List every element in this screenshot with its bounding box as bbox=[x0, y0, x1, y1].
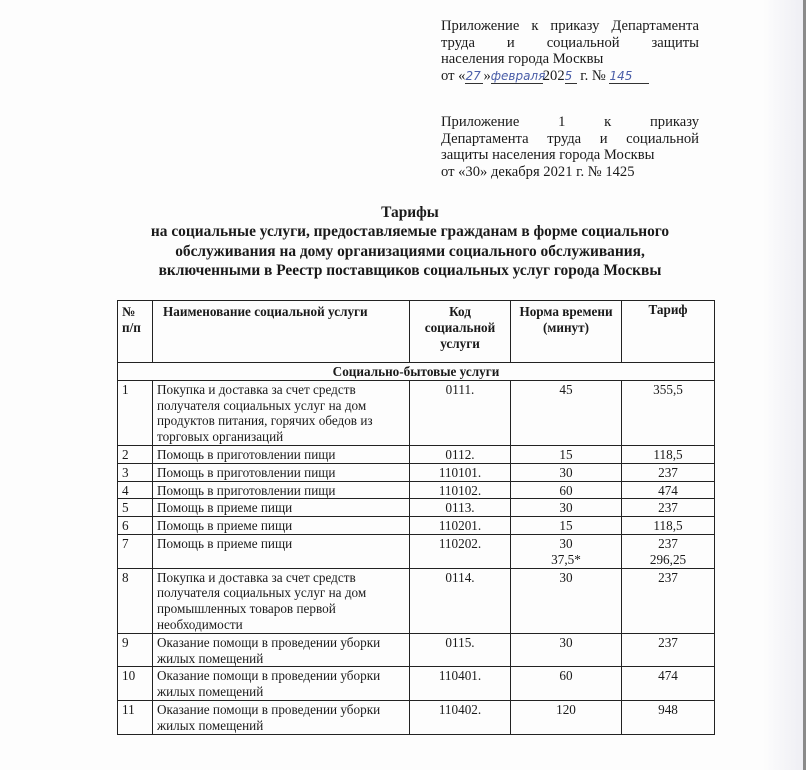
row-norm-value: 45 bbox=[559, 381, 573, 397]
row-norm-value: 60 bbox=[559, 482, 573, 498]
row-norm bbox=[511, 700, 622, 734]
row-norm bbox=[511, 463, 622, 481]
row-name bbox=[153, 380, 410, 445]
row-norm bbox=[511, 633, 622, 667]
row-name bbox=[153, 481, 410, 499]
row-num-value: 7 bbox=[122, 535, 129, 551]
row-tariff-value: 355,5 bbox=[653, 381, 683, 397]
row-num-value: 10 bbox=[122, 668, 136, 684]
row-code-value: 0112. bbox=[445, 446, 475, 462]
row-num-value: 9 bbox=[122, 634, 129, 650]
row-tariff-value: 118,5 bbox=[653, 518, 683, 534]
handwritten-year-digit: 5 bbox=[565, 69, 577, 84]
date-year-prefix: 202 bbox=[542, 67, 565, 84]
row-norm bbox=[511, 481, 622, 499]
row-name-value: Оказание помощи в проведении уборки жилых помещений bbox=[157, 634, 381, 666]
row-num bbox=[118, 700, 153, 734]
row-tariff-value: 237 bbox=[658, 535, 678, 551]
row-tariff bbox=[622, 633, 715, 667]
row-norm bbox=[511, 534, 622, 568]
row-num bbox=[118, 568, 153, 633]
row-code bbox=[410, 463, 511, 481]
row-name-value: Помощь в приготовлении пищи bbox=[157, 464, 336, 480]
row-num-value: 1 bbox=[122, 381, 129, 397]
row-num-value: 4 bbox=[122, 482, 129, 498]
date-mid: » bbox=[483, 67, 491, 84]
table-row bbox=[118, 633, 715, 667]
row-name-value: Помощь в приготовлении пищи bbox=[157, 482, 336, 498]
row-num-value: 8 bbox=[122, 569, 129, 585]
document-title bbox=[100, 203, 720, 281]
row-name bbox=[153, 463, 410, 481]
row-num bbox=[118, 380, 153, 445]
row-name-value: Оказание помощи в проведении уборки жилых помещений bbox=[157, 668, 381, 700]
row-norm bbox=[511, 568, 622, 633]
row-tariff-value: 118,5 bbox=[653, 446, 683, 462]
row-tariff bbox=[622, 481, 715, 499]
row-norm bbox=[511, 380, 622, 445]
date-g: г. № bbox=[576, 67, 610, 84]
row-num bbox=[118, 463, 153, 481]
row-tariff-value: 948 bbox=[658, 701, 678, 717]
row-tariff bbox=[622, 568, 715, 633]
row-code-value: 110401. bbox=[438, 668, 482, 684]
row-norm-value: 60 bbox=[559, 668, 573, 684]
row-code-value: 0115. bbox=[445, 634, 475, 650]
row-code bbox=[410, 380, 511, 445]
row-code-value: 110201. bbox=[438, 518, 482, 534]
date-prefix: от « bbox=[441, 67, 466, 84]
row-norm bbox=[511, 667, 622, 701]
row-norm-alt-value: 37,5* bbox=[551, 551, 581, 567]
row-tariff bbox=[622, 517, 715, 535]
row-code bbox=[410, 633, 511, 667]
row-num-value: 6 bbox=[122, 518, 129, 534]
row-name-value: Оказание помощи в проведении уборки жилых помещений bbox=[157, 701, 381, 733]
table-row bbox=[118, 534, 715, 568]
row-tariff-alt-value: 296,25 bbox=[649, 551, 687, 567]
row-name bbox=[153, 568, 410, 633]
row-tariff bbox=[622, 700, 715, 734]
table-row bbox=[118, 499, 715, 517]
title-subtitle-line: на социальные услуги, предоставляемые гражданам в форме социального bbox=[150, 223, 670, 241]
row-norm bbox=[511, 445, 622, 463]
handwritten-month: февраля bbox=[490, 68, 546, 83]
header-name: Наименование социальной услуги bbox=[153, 301, 410, 363]
annex-date-line bbox=[441, 68, 699, 85]
title-subtitle-line: включенными в Реестр поставщиков социальных услуг города Москвы bbox=[158, 262, 662, 280]
row-num bbox=[118, 633, 153, 667]
row-name-value: Помощь в приготовлении пищи bbox=[157, 446, 336, 462]
row-tariff-value: 474 bbox=[658, 482, 678, 498]
row-name-value: Покупка и доставка за счет средств получателя социальных услуг на дом продуктов питания, горячих обедов из торговых организаций bbox=[157, 381, 373, 445]
row-name bbox=[153, 633, 410, 667]
row-num bbox=[118, 481, 153, 499]
row-name-value: Помощь в приеме пищи bbox=[157, 535, 293, 551]
row-tariff bbox=[622, 380, 715, 445]
header-norm: Норма времени (минут) bbox=[511, 301, 622, 363]
tariffs-table bbox=[117, 300, 715, 735]
row-tariff-value: 237 bbox=[658, 634, 678, 650]
row-name bbox=[153, 667, 410, 701]
row-norm-value: 30 bbox=[559, 569, 573, 585]
title-heading: Тарифы bbox=[381, 204, 439, 221]
row-norm bbox=[511, 499, 622, 517]
annex-line: от «30» декабря 2021 г. № 1425 bbox=[441, 163, 635, 180]
row-code-value: 0114. bbox=[445, 569, 475, 585]
annex-line: защиты населения города Москвы bbox=[441, 147, 655, 163]
row-num-value: 2 bbox=[122, 446, 129, 462]
annex-line: Департамента труда и социальной bbox=[441, 130, 699, 147]
row-name-value: Помощь в приеме пищи bbox=[157, 518, 293, 534]
row-code-value: 0111. bbox=[445, 381, 475, 397]
section-row bbox=[118, 363, 715, 381]
row-name-value: Помощь в приеме пищи bbox=[157, 500, 293, 516]
table-row bbox=[118, 700, 715, 734]
row-code bbox=[410, 568, 511, 633]
row-name bbox=[153, 517, 410, 535]
row-tariff bbox=[622, 667, 715, 701]
row-tariff bbox=[622, 445, 715, 463]
handwritten-order-number: 145 bbox=[609, 69, 649, 84]
row-tariff-value: 474 bbox=[658, 668, 678, 684]
row-tariff-value: 237 bbox=[658, 464, 678, 480]
section-title: Социально-бытовые услуги bbox=[118, 363, 715, 381]
table-row bbox=[118, 463, 715, 481]
row-code-value: 110202. bbox=[438, 535, 482, 551]
header-num: № п/п bbox=[118, 301, 153, 363]
row-code bbox=[410, 700, 511, 734]
row-norm bbox=[511, 517, 622, 535]
row-code bbox=[410, 445, 511, 463]
row-norm-value: 30 bbox=[559, 634, 573, 650]
title-subtitle-line: обслуживания на дому организациями социального обслуживания, bbox=[175, 242, 645, 260]
row-code-value: 110101. bbox=[438, 464, 482, 480]
page-shadow bbox=[763, 0, 803, 770]
table-row bbox=[118, 568, 715, 633]
row-num bbox=[118, 667, 153, 701]
row-num-value: 11 bbox=[122, 701, 135, 717]
row-code-value: 0113. bbox=[445, 500, 475, 516]
annex-line: Приложение к приказу Департамента bbox=[441, 18, 699, 34]
row-code bbox=[410, 534, 511, 568]
row-num-value: 5 bbox=[122, 500, 129, 516]
header-tariff: Тариф bbox=[622, 301, 715, 363]
row-num-value: 3 bbox=[122, 464, 129, 480]
annex-line: труда и социальной защиты bbox=[441, 34, 699, 51]
row-norm-value: 15 bbox=[559, 518, 573, 534]
table-row bbox=[118, 445, 715, 463]
row-name bbox=[153, 445, 410, 463]
row-name bbox=[153, 700, 410, 734]
row-code-value: 110402. bbox=[438, 701, 482, 717]
handwritten-day: 27 bbox=[465, 69, 483, 84]
row-tariff bbox=[622, 534, 715, 568]
row-code bbox=[410, 481, 511, 499]
row-num bbox=[118, 517, 153, 535]
annex-line: населения города Москвы bbox=[441, 51, 604, 67]
row-name-value: Покупка и доставка за счет средств получателя социальных услуг на дом промышленных товаров первой необходимости bbox=[157, 569, 367, 632]
row-code-value: 110102. bbox=[438, 482, 482, 498]
row-norm-value: 120 bbox=[556, 701, 576, 717]
row-code bbox=[410, 667, 511, 701]
table-row bbox=[118, 517, 715, 535]
annex-current-order bbox=[441, 18, 699, 84]
row-name bbox=[153, 499, 410, 517]
row-norm-value: 30 bbox=[559, 500, 573, 516]
row-num bbox=[118, 499, 153, 517]
row-code bbox=[410, 517, 511, 535]
row-norm-value: 30 bbox=[559, 464, 573, 480]
row-tariff-value: 237 bbox=[658, 569, 678, 585]
annex-line: Приложение 1 к приказу bbox=[441, 114, 699, 130]
table-row bbox=[118, 380, 715, 445]
row-num bbox=[118, 534, 153, 568]
row-tariff-value: 237 bbox=[658, 500, 678, 516]
row-norm-value: 30 bbox=[559, 535, 573, 551]
table-row bbox=[118, 481, 715, 499]
table-header-row bbox=[118, 301, 715, 363]
row-norm-value: 15 bbox=[559, 446, 573, 462]
row-tariff bbox=[622, 499, 715, 517]
header-code: Код социальной услуги bbox=[410, 301, 511, 363]
table-row bbox=[118, 667, 715, 701]
annex-original-order bbox=[441, 114, 699, 180]
row-code bbox=[410, 499, 511, 517]
row-num bbox=[118, 445, 153, 463]
row-name bbox=[153, 534, 410, 568]
row-tariff bbox=[622, 463, 715, 481]
